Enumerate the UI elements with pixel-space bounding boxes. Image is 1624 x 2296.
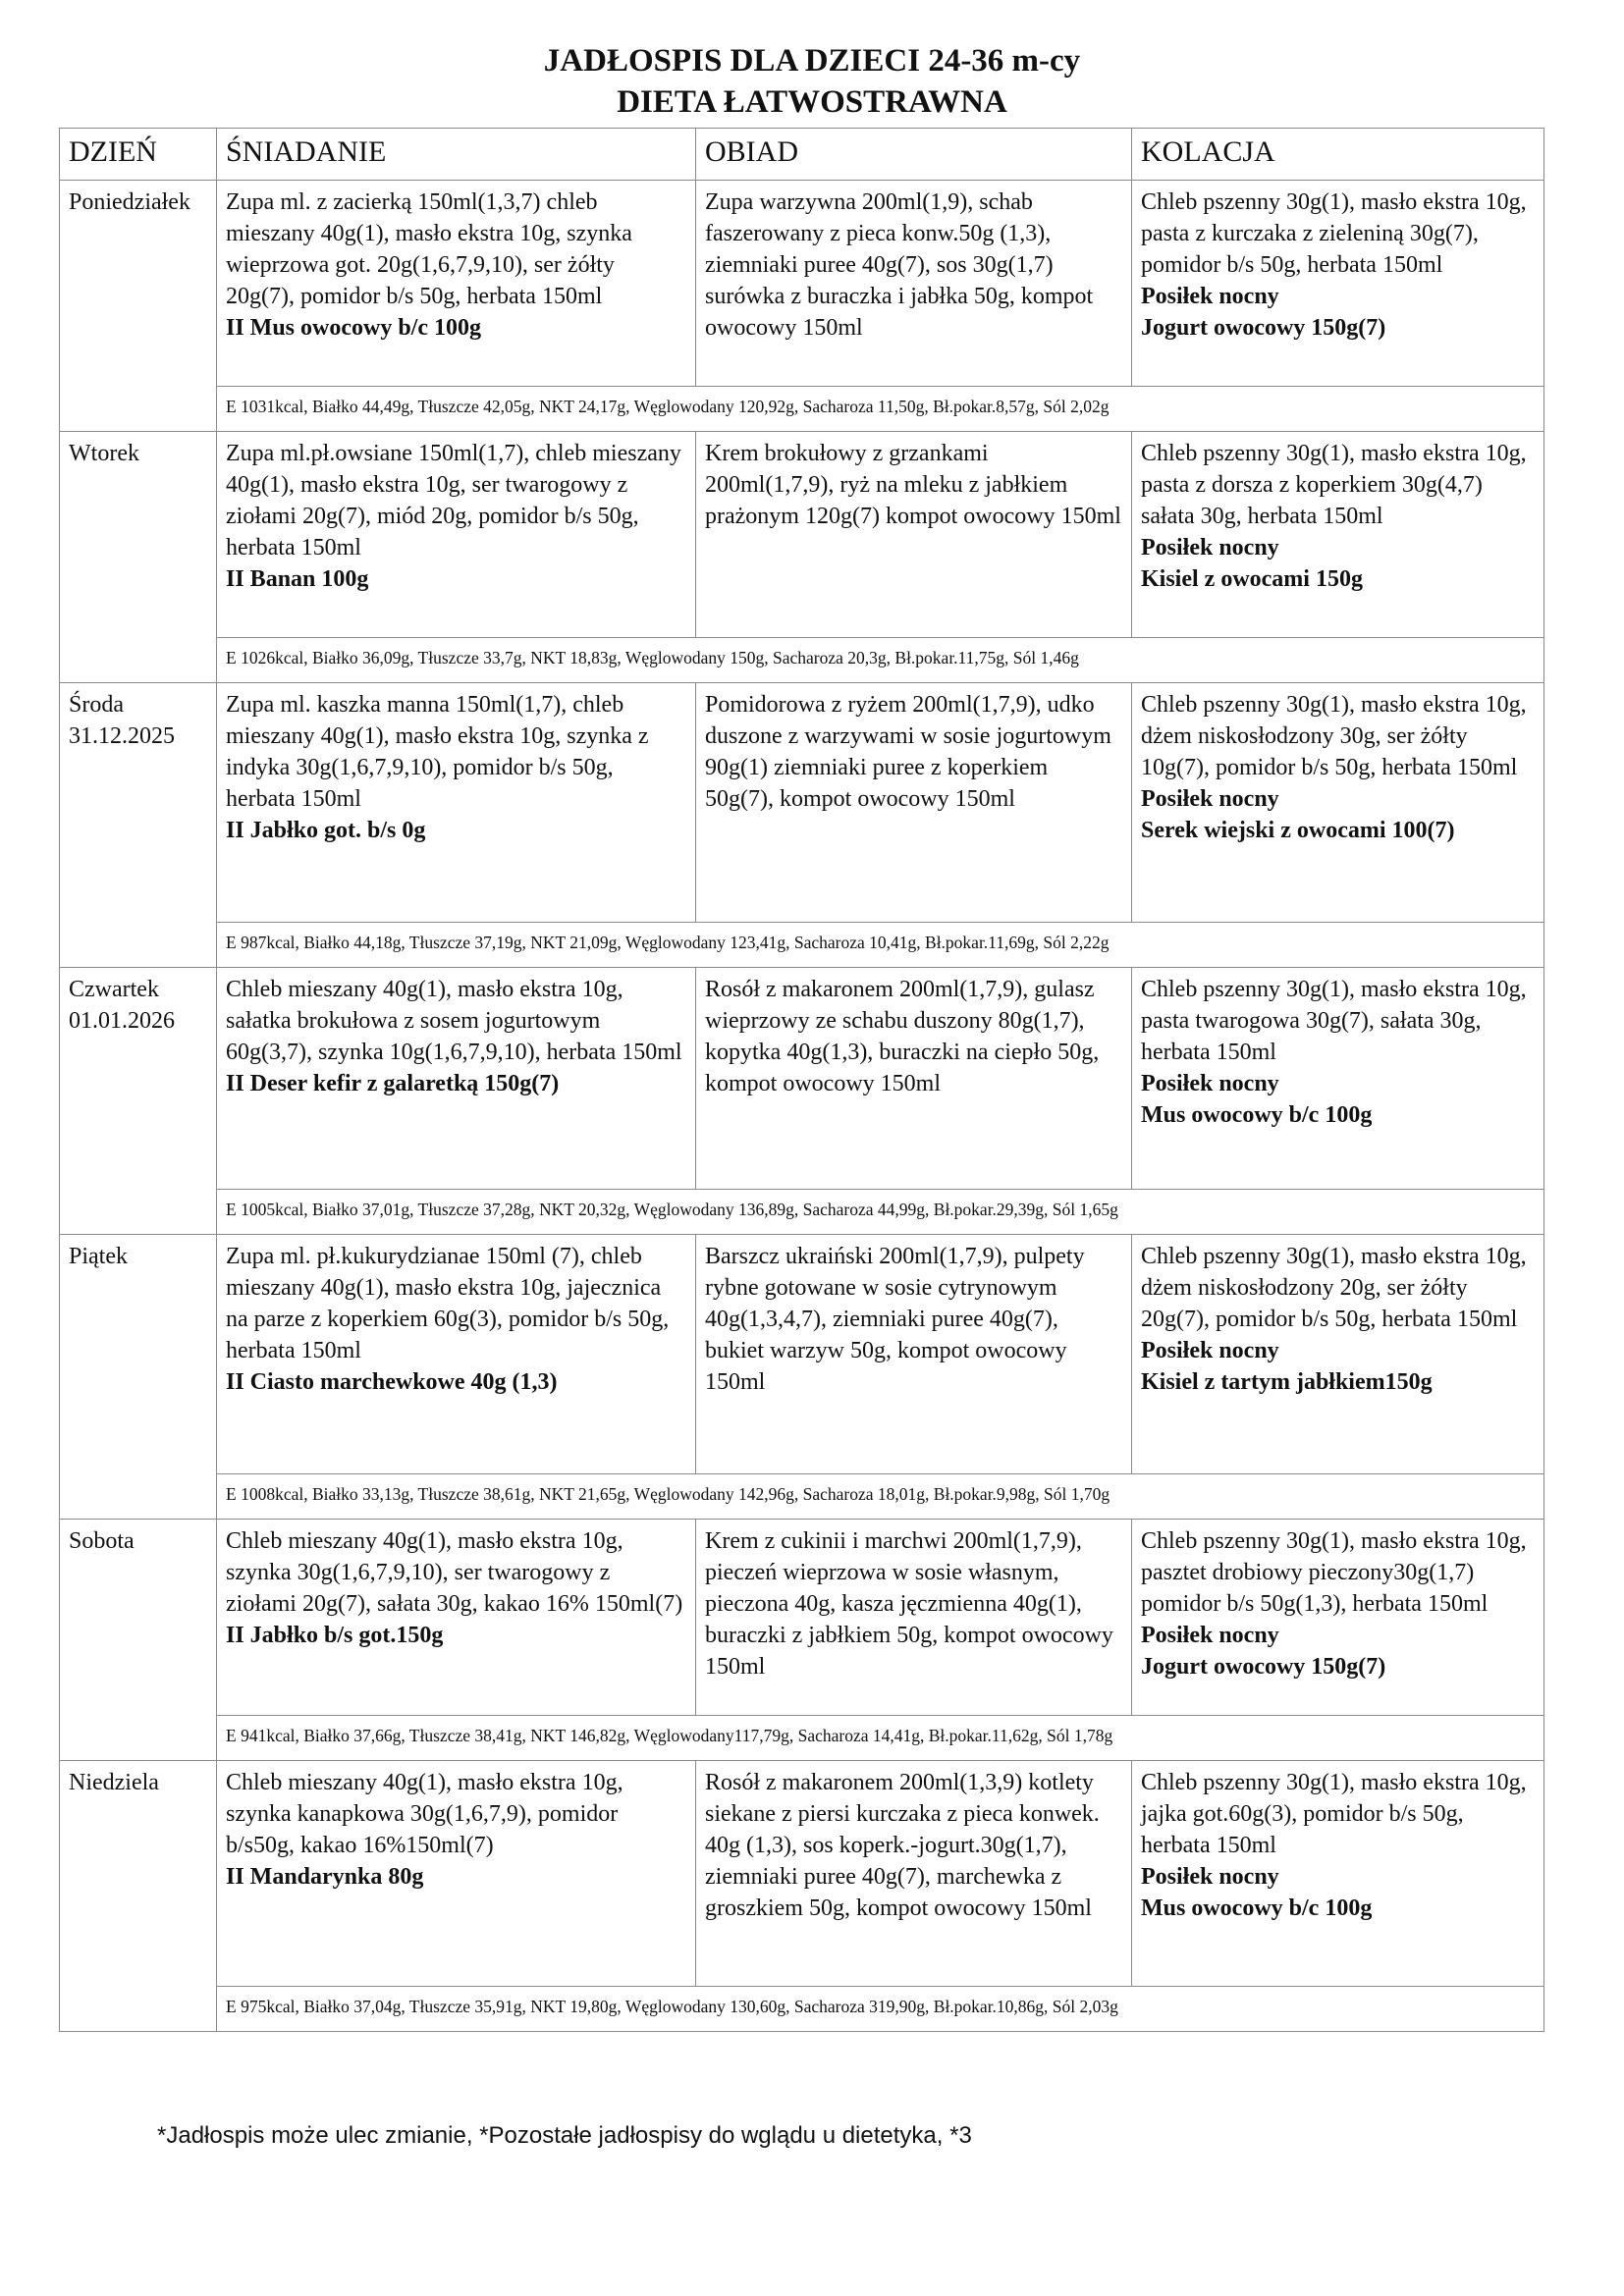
day-cell	[60, 181, 217, 432]
dinner-cell	[1132, 432, 1544, 638]
header-lunch: OBIAD	[696, 129, 1132, 181]
lunch-cell	[696, 1235, 1132, 1474]
night-meal: Mus owocowy b/c 100g	[1141, 1102, 1373, 1128]
second-breakfast: II Ciasto marchewkowe 40g (1,3)	[226, 1369, 558, 1395]
lunch-text: Rosół z makaronem 200ml(1,7,9), gulasz wieprzowy ze schabu duszony 80g(1,7), kopytka 40g(1,3), buraczki na ciepło 50g, kompot owocowy 150ml	[705, 977, 1100, 1096]
day-cell	[60, 1235, 217, 1520]
nutrition-row	[60, 1987, 1544, 2032]
breakfast-cell	[217, 683, 696, 923]
day-cell	[60, 683, 217, 968]
breakfast-text: Zupa ml. z zacierką 150ml(1,3,7) chleb mieszany 40g(1), masło ekstra 10g, szynka wieprzowa got. 20g(1,6,7,9,10), ser żółty 20g(7), pomidor b/s 50g, herbata 150ml	[226, 189, 632, 309]
night-meal: Kisiel z owocami 150g	[1141, 566, 1363, 592]
night-meal-label: Posiłek nocny	[1141, 1071, 1279, 1096]
lunch-text: Zupa warzywna 200ml(1,9), schab faszerowany z pieca konw.50g (1,3), ziemniaki puree 40g(7), sos 30g(1,7) surówka z buraczka i jabłka 50g, kompot owocowy 150ml	[705, 189, 1094, 341]
breakfast-cell	[217, 432, 696, 638]
lunch-cell	[696, 181, 1132, 387]
nutrition-row	[60, 1190, 1544, 1235]
dinner-text: Chleb pszenny 30g(1), masło ekstra 10g, pasta z kurczaka z zieleniną 30g(7), pomidor b/s 50g, herbata 150ml	[1141, 189, 1527, 278]
day-row	[60, 1520, 1544, 1716]
lunch-text: Krem z cukinii i marchwi 200ml(1,7,9), pieczeń wieprzowa w sosie własnym, pieczona 40g, kasza jęczmienna 40g(1), buraczki z jabłkiem 50g, kompot owocowy 150ml	[705, 1528, 1113, 1680]
day-row	[60, 683, 1544, 923]
nutrition-summary: E 941kcal, Białko 37,66g, Tłuszcze 38,41g, NKT 146,82g, Węglowodany117,79g, Sacharoza 14,41g, Bł.pokar.11,62g, Sól 1,78g	[217, 1716, 1544, 1761]
nutrition-row	[60, 638, 1544, 683]
breakfast-cell	[217, 1235, 696, 1474]
day-name: Piątek	[69, 1244, 128, 1269]
dinner-text: Chleb pszenny 30g(1), masło ekstra 10g, pasta z dorsza z koperkiem 30g(4,7) sałata 30g, herbata 150ml	[1141, 441, 1527, 529]
dinner-cell	[1132, 181, 1544, 387]
nutrition-row	[60, 923, 1544, 968]
breakfast-text: Chleb mieszany 40g(1), masło ekstra 10g, szynka kanapkowa 30g(1,6,7,9), pomidor b/s50g, kakao 16%150ml(7)	[226, 1770, 623, 1858]
page-title: JADŁOSPIS DLA DZIECI 24-36 m-cy	[543, 43, 1081, 79]
second-breakfast: II Banan 100g	[226, 566, 369, 592]
dinner-text: Chleb pszenny 30g(1), masło ekstra 10g, dżem niskosłodzony 30g, ser żółty 10g(7), pomidor b/s 50g, herbata 150ml	[1141, 692, 1527, 780]
nutrition-row	[60, 387, 1544, 432]
day-row	[60, 181, 1544, 387]
day-date: 01.01.2026	[69, 1008, 175, 1034]
day-name: Niedziela	[69, 1770, 159, 1795]
header-row	[60, 129, 1544, 181]
night-meal: Serek wiejski z owocami 100(7)	[1141, 818, 1455, 843]
dinner-cell	[1132, 968, 1544, 1190]
night-meal: Kisiel z tartym jabłkiem150g	[1141, 1369, 1433, 1395]
lunch-text: Barszcz ukraiński 200ml(1,7,9), pulpety rybne gotowane w sosie cytrynowym 40g(1,3,4,7), ziemniaki puree 40g(7), bukiet warzyw 50g, kompot owocowy 150ml	[705, 1244, 1085, 1395]
page-subtitle: DIETA ŁATWOSTRAWNA	[617, 84, 1007, 120]
dinner-cell	[1132, 1761, 1544, 1987]
nutrition-summary: E 1005kcal, Białko 37,01g, Tłuszcze 37,28g, NKT 20,32g, Węglowodany 136,89g, Sacharoza 44,99g, Bł.pokar.29,39g, Sól 1,65g	[217, 1190, 1544, 1235]
day-name: Wtorek	[69, 441, 139, 466]
day-cell	[60, 432, 217, 683]
breakfast-cell	[217, 181, 696, 387]
lunch-text: Krem brokułowy z grzankami 200ml(1,7,9), ryż na mleku z jabłkiem prażonym 120g(7) kompot owocowy 150ml	[705, 441, 1121, 529]
breakfast-text: Zupa ml. pł.kukurydzianae 150ml (7), chleb mieszany 40g(1), masło ekstra 10g, jajecznica na parze z koperkiem 60g(3), pomidor b/s 50g, herbata 150ml	[226, 1244, 670, 1363]
second-breakfast: II Mandarynka 80g	[226, 1864, 424, 1890]
dinner-text: Chleb pszenny 30g(1), masło ekstra 10g, jajka got.60g(3), pomidor b/s 50g, herbata 150ml	[1141, 1770, 1527, 1858]
day-row	[60, 1761, 1544, 1987]
day-name: Środa	[69, 692, 124, 718]
day-row	[60, 432, 1544, 638]
breakfast-text: Zupa ml. kaszka manna 150ml(1,7), chleb mieszany 40g(1), masło ekstra 10g, szynka z indyka 30g(1,6,7,9,10), pomidor b/s 50g, herbata 150ml	[226, 692, 649, 812]
day-name: Sobota	[69, 1528, 135, 1554]
night-meal-label: Posiłek nocny	[1141, 1864, 1279, 1890]
lunch-cell	[696, 968, 1132, 1190]
night-meal-label: Posiłek nocny	[1141, 786, 1279, 812]
day-cell	[60, 1761, 217, 2032]
day-date: 31.12.2025	[69, 723, 175, 749]
lunch-text: Rosół z makaronem 200ml(1,3,9) kotlety siekane z piersi kurczaka z pieca konwek. 40g (1,3), sos koperk.-jogurt.30g(1,7), ziemniaki puree 40g(7), marchewka z groszkiem 50g, kompot owocowy 150ml	[705, 1770, 1100, 1921]
breakfast-text: Chleb mieszany 40g(1), masło ekstra 10g, szynka 30g(1,6,7,9,10), ser twarogowy z ziołami 20g(7), sałata 30g, kakao 16% 150ml(7)	[226, 1528, 683, 1617]
second-breakfast: II Jabłko b/s got.150g	[226, 1623, 444, 1648]
second-breakfast: II Deser kefir z galaretką 150g(7)	[226, 1071, 560, 1096]
nutrition-summary: E 1008kcal, Białko 33,13g, Tłuszcze 38,61g, NKT 21,65g, Węglowodany 142,96g, Sacharoza 18,01g, Bł.pokar.9,98g, Sól 1,70g	[217, 1474, 1544, 1520]
dinner-text: Chleb pszenny 30g(1), masło ekstra 10g, dżem niskosłodzony 20g, ser żółty 20g(7), pomidor b/s 50g, herbata 150ml	[1141, 1244, 1527, 1332]
menu-table	[59, 128, 1544, 2032]
lunch-cell	[696, 683, 1132, 923]
dinner-cell	[1132, 683, 1544, 923]
nutrition-summary: E 975kcal, Białko 37,04g, Tłuszcze 35,91g, NKT 19,80g, Węglowodany 130,60g, Sacharoza 319,90g, Bł.pokar.10,86g, Sól 2,03g	[217, 1987, 1544, 2032]
nutrition-summary: E 1031kcal, Białko 44,49g, Tłuszcze 42,05g, NKT 24,17g, Węglowodany 120,92g, Sacharoza 11,50g, Bł.pokar.8,57g, Sól 2,02g	[217, 387, 1544, 432]
night-meal: Jogurt owocowy 150g(7)	[1141, 1654, 1386, 1680]
header-breakfast: ŚNIADANIE	[217, 129, 696, 181]
breakfast-text: Chleb mieszany 40g(1), masło ekstra 10g, sałatka brokułowa z sosem jogurtowym 60g(3,7), szynka 10g(1,6,7,9,10), herbata 150ml	[226, 977, 682, 1065]
day-row	[60, 968, 1544, 1190]
day-name: Czwartek	[69, 977, 159, 1002]
nutrition-row	[60, 1716, 1544, 1761]
lunch-cell	[696, 1761, 1132, 1987]
night-meal-label: Posiłek nocny	[1141, 1338, 1279, 1363]
day-name: Poniedziałek	[69, 189, 190, 215]
night-meal-label: Posiłek nocny	[1141, 1623, 1279, 1648]
night-meal-label: Posiłek nocny	[1141, 284, 1279, 309]
day-row	[60, 1235, 1544, 1474]
breakfast-text: Zupa ml.pł.owsiane 150ml(1,7), chleb mieszany 40g(1), masło ekstra 10g, ser twarogowy z ziołami 20g(7), miód 20g, pomidor b/s 50g, herbata 150ml	[226, 441, 681, 561]
day-cell	[60, 968, 217, 1235]
breakfast-cell	[217, 1520, 696, 1716]
second-breakfast: II Jabłko got. b/s 0g	[226, 818, 426, 843]
breakfast-cell	[217, 968, 696, 1190]
dinner-cell	[1132, 1235, 1544, 1474]
lunch-cell	[696, 1520, 1132, 1716]
day-cell	[60, 1520, 217, 1761]
breakfast-cell	[217, 1761, 696, 1987]
lunch-cell	[696, 432, 1132, 638]
second-breakfast: II Mus owocowy b/c 100g	[226, 315, 482, 341]
header-dinner: KOLACJA	[1132, 129, 1544, 181]
night-meal: Mus owocowy b/c 100g	[1141, 1896, 1373, 1921]
dinner-cell	[1132, 1520, 1544, 1716]
dinner-text: Chleb pszenny 30g(1), masło ekstra 10g, pasta twarogowa 30g(7), sałata 30g, herbata 150ml	[1141, 977, 1527, 1065]
footer-note: *Jadłospis może ulec zmianie, *Pozostałe jadłospisy do wglądu u dietetyka, *3	[157, 2122, 972, 2149]
night-meal: Jogurt owocowy 150g(7)	[1141, 315, 1386, 341]
header-day: DZIEŃ	[60, 129, 217, 181]
dinner-text: Chleb pszenny 30g(1), masło ekstra 10g, pasztet drobiowy pieczony30g(1,7) pomidor b/s 50g(1,3), herbata 150ml	[1141, 1528, 1527, 1617]
lunch-text: Pomidorowa z ryżem 200ml(1,7,9), udko duszone z warzywami w sosie jogurtowym 90g(1) ziemniaki puree z koperkiem 50g(7), kompot owocowy 150ml	[705, 692, 1111, 812]
night-meal-label: Posiłek nocny	[1141, 535, 1279, 561]
nutrition-row	[60, 1474, 1544, 1520]
nutrition-summary: E 987kcal, Białko 44,18g, Tłuszcze 37,19g, NKT 21,09g, Węglowodany 123,41g, Sacharoza 10,41g, Bł.pokar.11,69g, Sól 2,22g	[217, 923, 1544, 968]
nutrition-summary: E 1026kcal, Białko 36,09g, Tłuszcze 33,7g, NKT 18,83g, Węglowodany 150g, Sacharoza 20,3g, Bł.pokar.11,75g, Sól 1,46g	[217, 638, 1544, 683]
